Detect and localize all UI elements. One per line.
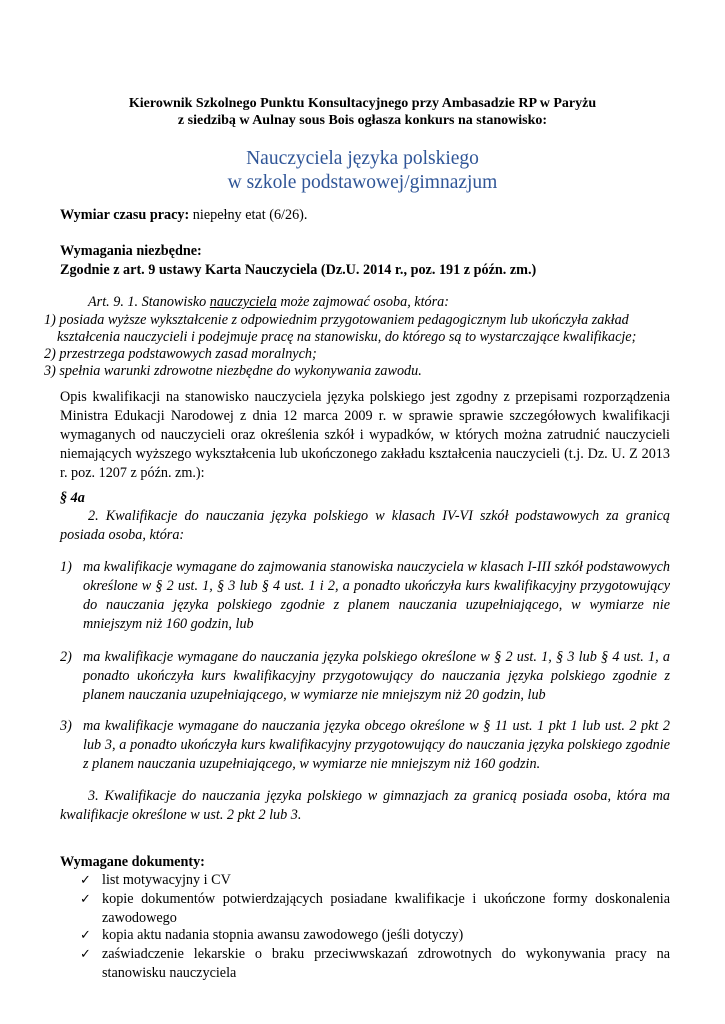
document-item-4 <box>80 945 670 981</box>
section-4a-para2: 2. Kwalifikacje do nauczania języka polskiego w klasach IV-VI szkół podstawowych za granicą posiada osoba, która: <box>60 508 670 543</box>
checkmark-icon: ✓ <box>80 947 91 962</box>
document-item-1 <box>80 871 670 890</box>
document-item-1-text: list motywacyjny i CV <box>102 872 231 888</box>
document-item-3-text: kopia aktu nadania stopnia awansu zawodowego (jeśli dotyczy) <box>102 927 464 943</box>
qualification-item-2 <box>60 648 670 705</box>
document-item-3 <box>80 926 670 945</box>
title-line-2: w szkole podstawowej/gimnazjum <box>227 172 498 193</box>
section-4a-label: § 4a <box>60 490 85 506</box>
qualification-item-3 <box>60 717 670 774</box>
qualification-item-2-text: ma kwalifikacje wymagane do nauczania języka polskiego określone w § 2 ust. 1, § 3 lub § 4 ust. 1, a ponadto ukończyła kurs kwalifikacyjny przygotowujący do nauczania języka polskiego zgodnie z planem nauczania uzupełniającego, w wymiarze nie mniejszym niż 20 godzin, lub <box>83 649 670 703</box>
qualification-item-3-number: 3) <box>60 718 72 734</box>
article9-item2: 2) przestrzega podstawowych zasad moralnych; <box>44 346 317 362</box>
qualification-item-2-number: 2) <box>60 649 72 665</box>
checkmark-icon: ✓ <box>80 892 91 907</box>
header-line-2: z siedzibą w Aulnay sous Bois ogłasza konkurs na stanowisko: <box>177 113 548 128</box>
qualification-item-1-number: 1) <box>60 559 72 575</box>
checkmark-icon: ✓ <box>80 873 91 888</box>
article9-item1-line2: kształcenia nauczycieli i podejmuje pracę na stanowisku, do którego są to wystarczające kwalifikacje; <box>57 329 637 345</box>
article9-intro-pre: 1. Stanowisko <box>123 294 210 310</box>
document-item-4-text: zaświadczenie lekarskie o braku przeciwwskazań zdrowotnych do wykonywania pracy na stanowisku nauczyciela <box>102 946 670 981</box>
requirements-basis: Zgodnie z art. 9 ustawy Karta Nauczyciela (Dz.U. 2014 r., poz. 191 z późn. zm.) <box>60 262 537 278</box>
article9-intro-underlined: nauczyciela <box>209 294 277 310</box>
article9-intro <box>88 293 449 312</box>
work-time <box>60 206 307 225</box>
checkmark-icon: ✓ <box>80 928 91 943</box>
document-item-2-text: kopie dokumentów potwierdzających posiadane kwalifikacje i ukończone formy doskonalenia zawodowego <box>102 891 670 926</box>
article9-intro-post: może zajmować osoba, która: <box>276 294 449 310</box>
article9-item3: 3) spełnia warunki zdrowotne niezbędne do wykonywania zawodu. <box>44 363 422 379</box>
article9-item1-line1: 1) posiada wyższe wykształcenie z odpowiednim przygotowaniem pedagogicznym lub ukończyła zakład <box>44 312 629 328</box>
requirements-heading: Wymagania niezbędne: <box>60 243 202 259</box>
work-time-label: Wymiar czasu pracy: <box>60 207 190 223</box>
title-line-1: Nauczyciela języka polskiego <box>246 148 479 169</box>
documents-heading: Wymagane dokumenty: <box>60 854 205 870</box>
qualification-item-1-text: ma kwalifikacje wymagane do zajmowania stanowiska nauczyciela w klasach I-III szkół podstawowych określone w § 2 ust. 1, § 3 lub § 4 ust. 1 i 2, a ponadto ukończyła kurs kwalifikacyjny przygotowujący do nauczania języka polskiego zgodnie z planem nauczania uzupełniającego, w wymiarze nie mniejszym niż 160 godzin, lub <box>83 559 670 632</box>
section-4a-para3: 3. Kwalifikacje do nauczania języka polskiego w gimnazjach za granicą posiada osoba, która ma kwalifikacje określone w ust. 2 pkt 2 lub 3. <box>60 788 670 823</box>
document-item-2 <box>80 890 670 926</box>
qualification-item-1 <box>60 558 670 634</box>
header-line-1: Kierownik Szkolnego Punktu Konsultacyjnego przy Ambasadzie RP w Paryżu <box>128 96 597 111</box>
qualification-item-3-text: ma kwalifikacje wymagane do nauczania języka obcego określone w § 11 ust. 1 pkt 1 lub ust. 2 pkt 2 lub 3, a ponadto ukończyła kurs kwalifikacyjny przygotowujący do nauczania języka polskiego zgodnie z planem nauczania uzupełniającego, w wymiarze nie mniejszym niż 160 godzin. <box>83 718 670 772</box>
description-paragraph: Opis kwalifikacji na stanowisko nauczyciela języka polskiego jest zgodny z przepisami rozporządzenia Ministra Edukacji Narodowej z dnia 12 marca 2009 r. w sprawie sprawie szczegółowych kwalifikacji wymaganych od nauczycieli oraz określenia szkół i wypadków, w których można zatrudnić nauczycieli niemających wyższego wykształcenia lub ukończonego zakładu kształcenia nauczycieli (t.j. Dz. U. Z 2013 r. poz. 1207 z późn. zm.): <box>60 389 670 481</box>
work-time-value: niepełny etat (6/26). <box>189 207 308 223</box>
article9-label: Art. 9. <box>88 294 124 310</box>
